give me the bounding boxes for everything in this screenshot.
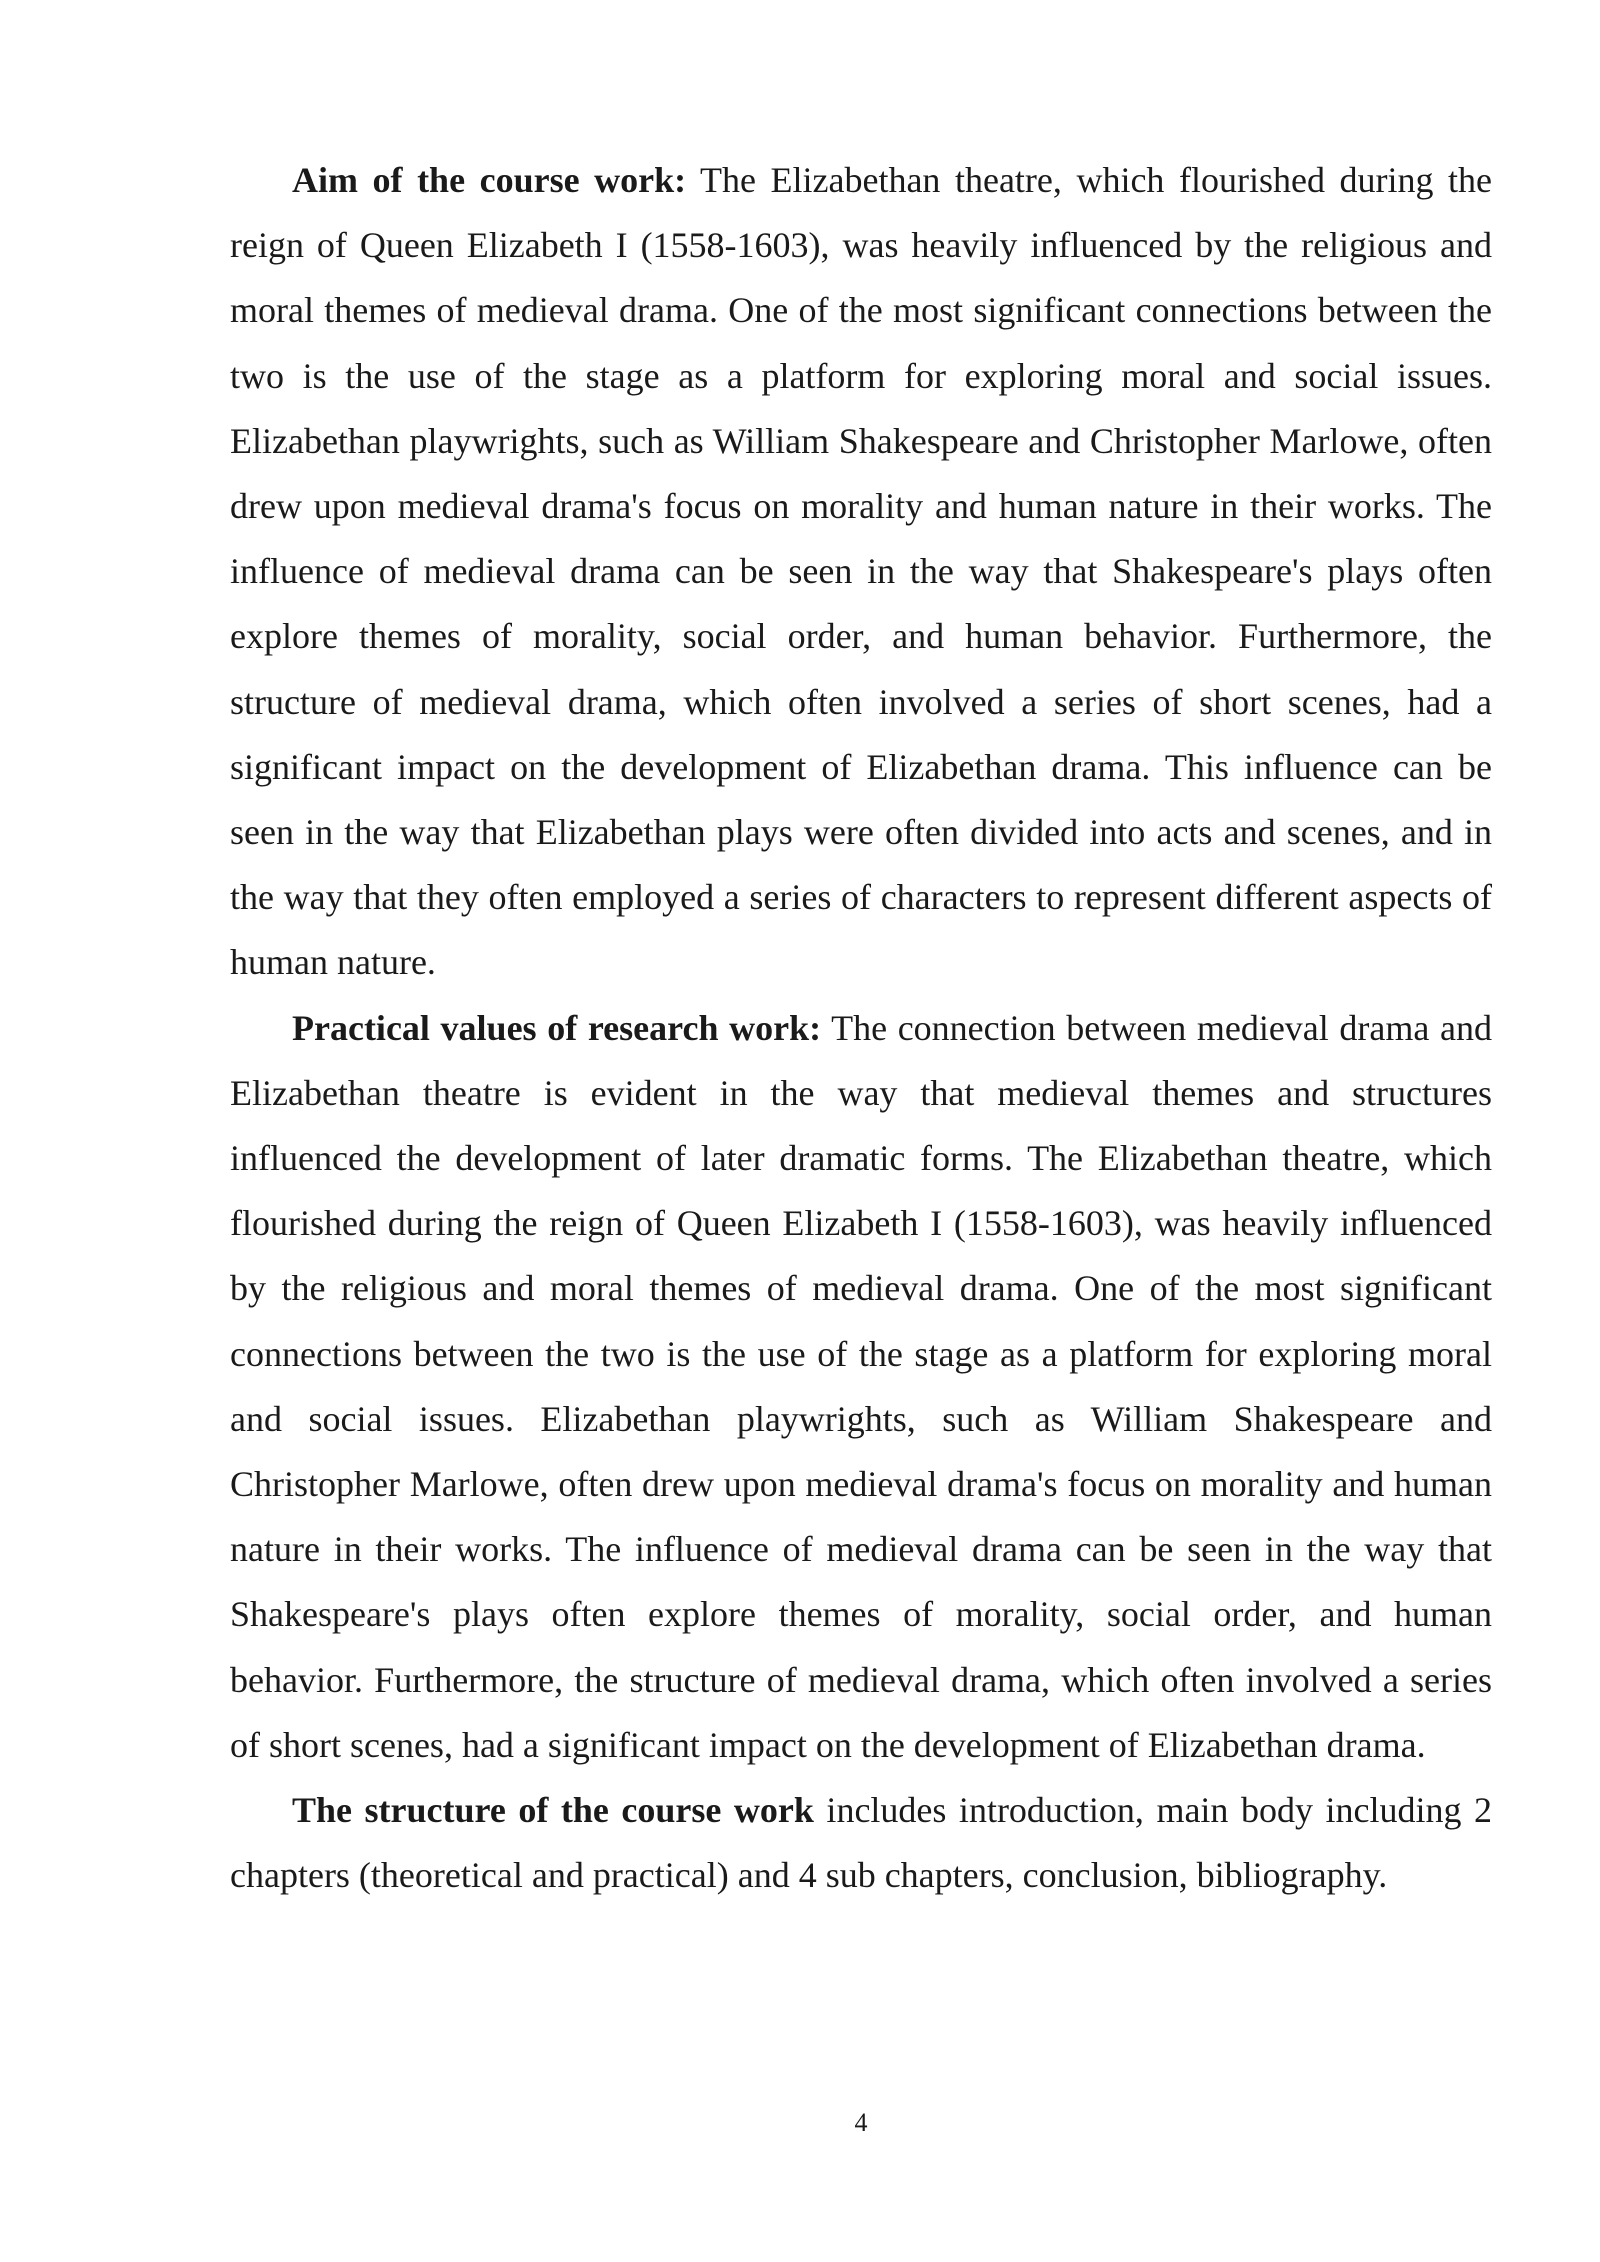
document-body [230,148,1492,1908]
paragraph-structure [230,1778,1492,1908]
aim-text: The Elizabethan theatre, which flourished during the reign of Queen Elizabeth I (1558-1603), was heavily influenced by the religious and moral themes of medieval drama. One of the most significant connections between the two is the use of the stage as a platform for exploring moral and social issues. Elizabethan playwrights, such as William Shakespeare and Christopher Marlowe, often drew upon medieval drama's focus on morality and human nature in their works. The influence of medieval drama can be seen in the way that Shakespeare's plays often explore themes of morality, social order, and human behavior. Furthermore, the structure of medieval drama, which often involved a series of short scenes, had a significant impact on the development of Elizabethan drama. This influence can be seen in the way that Elizabethan plays were often divided into acts and scenes, and in the way that they often employed a series of characters to represent different aspects of human nature. [230,160,1493,983]
practical-values-heading: Practical values of research work: [292,1007,822,1048]
aim-heading: Aim of the course work: [292,160,687,200]
structure-text: includes introduction, main body including 2 chapters (theoretical and practical) and 4 sub chapters, conclusion, bibliography. [230,1790,1492,1896]
page-number: 4 [854,2108,868,2137]
structure-heading: The structure of the course work [292,1790,814,1831]
practical-values-text: The connection between medieval drama and Elizabethan theatre is evident in the way that medieval themes and structures influenced the development of later dramatic forms. The Elizabethan theatre, which flourished during the reign of Queen Elizabeth I (1558-1603), was heavily influenced by the religious and moral themes of medieval drama. One of the most significant connections between the two is the use of the stage as a platform for exploring moral and social issues. Elizabethan playwrights, such as William Shakespeare and Christopher Marlowe, often drew upon medieval drama's focus on morality and human nature in their works. The influence of medieval drama can be seen in the way that Shakespeare's plays often explore themes of morality, social order, and human behavior. Furthermore, the structure of medieval drama, which often involved a series of short scenes, had a significant impact on the development of Elizabethan drama. [230,1007,1492,1765]
paragraph-practical-values [230,996,1492,1778]
paragraph-aim [230,148,1492,996]
